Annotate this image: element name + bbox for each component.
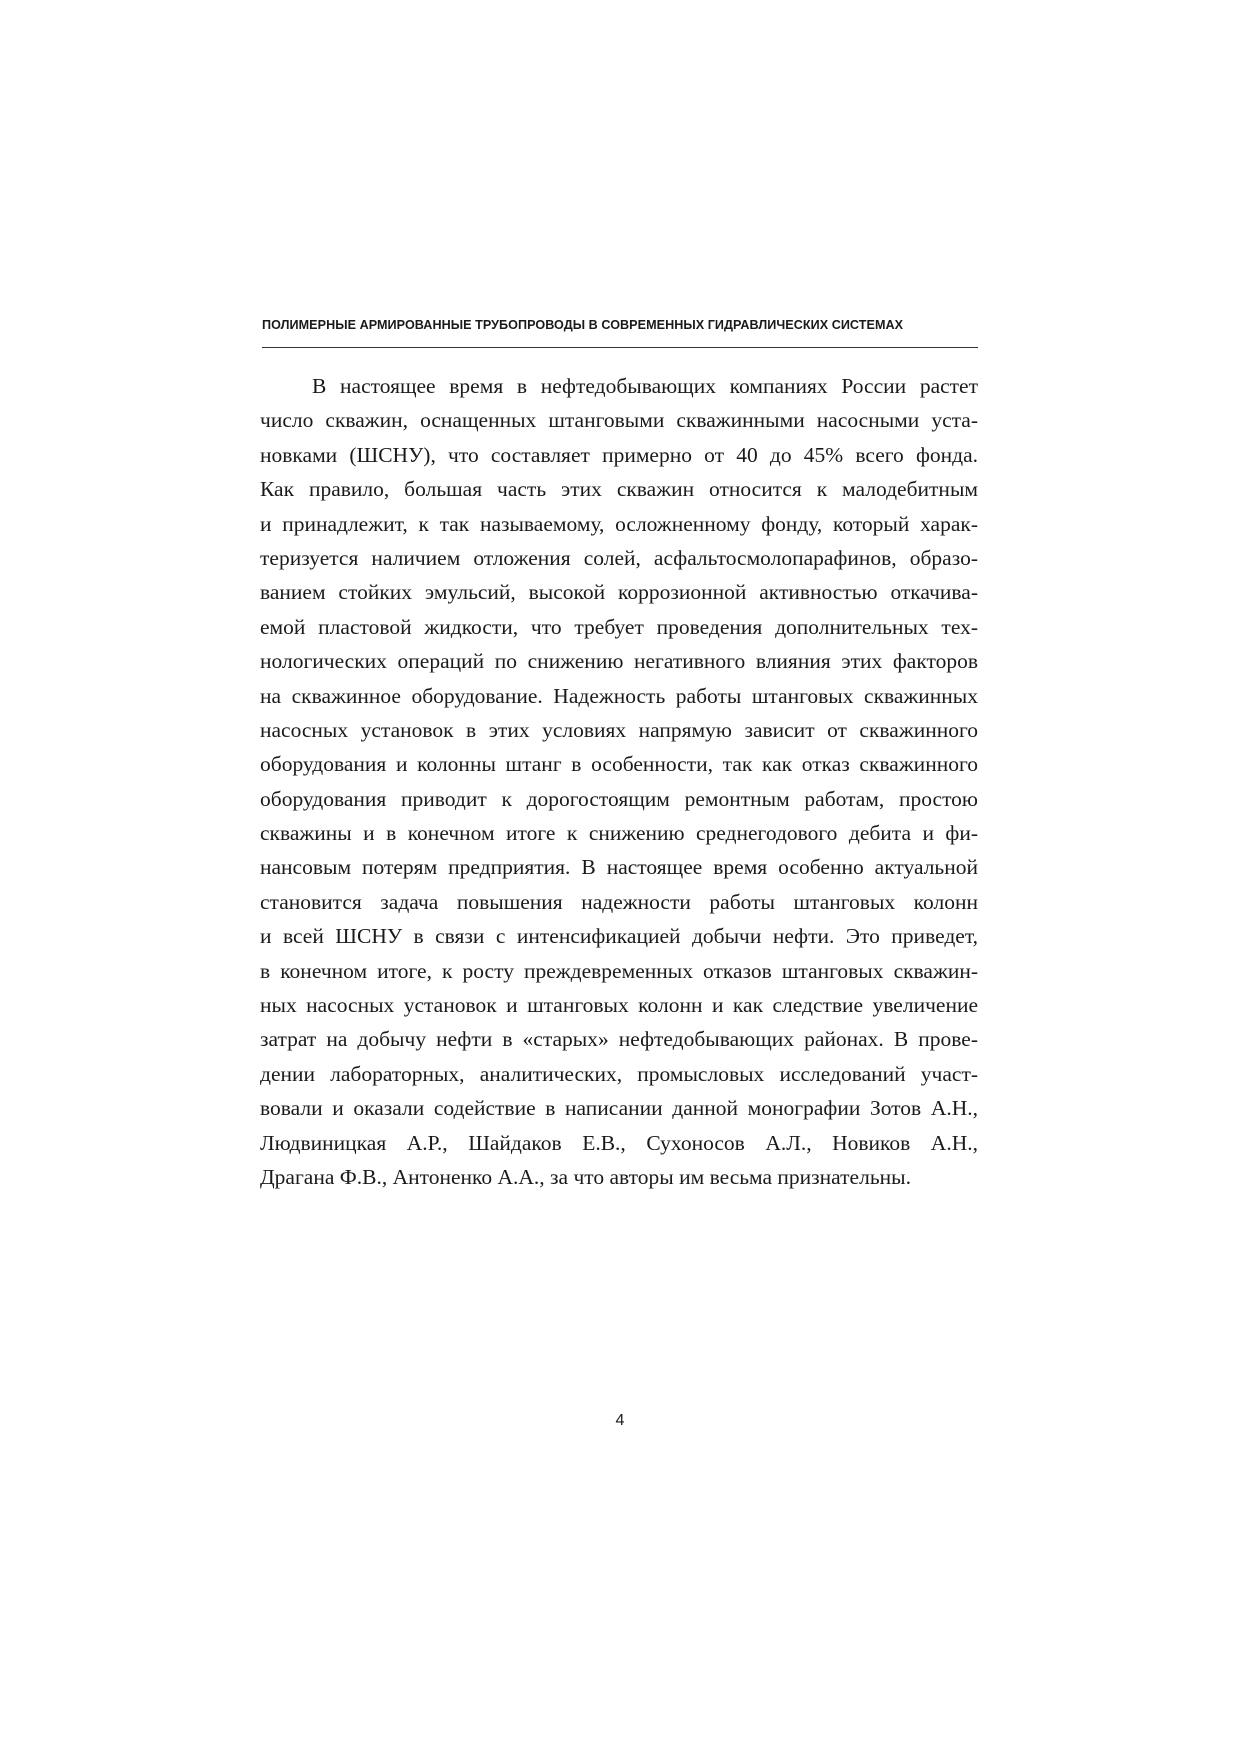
text-line: оборудования и колонны штанг в особенности, так как отказ скважинного: [260, 752, 978, 777]
text-line: ных насосных установок и штанговых колонн и как следствие увеличение: [260, 993, 978, 1018]
text-line: и всей ШСНУ в связи с интенсификацией добычи нефти. Это приведет,: [260, 924, 978, 949]
text-line: насосных установок в этих условиях напрямую зависит от скважинного: [260, 717, 978, 742]
header-rule: [262, 347, 978, 348]
text-line: Драгана Ф.В., Антоненко А.А., за что авторы им весьма признательны.: [260, 1164, 911, 1189]
text-line: Как правило, большая часть этих скважин относится к малодебитным: [260, 477, 978, 502]
text-line: дении лабораторных, аналитических, промысловых исследований участ-: [260, 1061, 978, 1086]
text-line: В настоящее время в нефтедобывающих компаниях России растет: [312, 374, 978, 398]
text-line: скважины и в конечном итоге к снижению среднегодового дебита и фи-: [260, 821, 978, 846]
text-line: ванием стойких эмульсий, высокой коррозионной активностью откачива-: [260, 580, 978, 605]
text-line: емой пластовой жидкости, что требует проведения дополнительных тех-: [260, 614, 978, 639]
text-line: число скважин, оснащенных штанговыми скважинными насосными уста-: [260, 408, 978, 433]
text-line: становится задача повышения надежности работы штанговых колонн: [260, 889, 978, 914]
text-line: нансовым потерям предприятия. В настоящее время особенно актуальной: [260, 855, 978, 880]
text-line: теризуется наличием отложения солей, асфальтосмолопарафинов, образо-: [260, 545, 978, 570]
page-number: 4: [615, 1412, 625, 1429]
text-line: вовали и оказали содействие в написании данной монографии Зотов А.Н.,: [260, 1096, 978, 1121]
text-line: на скважинное оборудование. Надежность работы штанговых скважинных: [260, 683, 978, 708]
text-line: затрат на добычу нефти в «старых» нефтедобывающих районах. В прове-: [260, 1027, 978, 1052]
text-line: Людвиницкая А.Р., Шайдаков Е.В., Сухоносов А.Л., Новиков А.Н.,: [260, 1130, 978, 1155]
text-line: оборудования приводит к дорогостоящим ремонтным работам, простою: [260, 786, 978, 811]
text-line: в конечном итоге, к росту преждевременных отказов штанговых скважин-: [260, 958, 978, 983]
text-line: и принадлежит, к так называемому, осложненному фонду, который харак-: [260, 511, 978, 536]
text-line: нологических операций по снижению негативного влияния этих факторов: [260, 649, 978, 674]
body-paragraph: [260, 369, 978, 1194]
text-line: новками (ШСНУ), что составляет примерно от 40 до 45% всего фонда.: [260, 442, 978, 467]
running-head-title: ПОЛИМЕРНЫЕ АРМИРОВАННЫЕ ТРУБОПРОВОДЫ В СОВРЕМЕННЫХ ГИДРАВЛИЧЕСКИХ СИСТЕМАХ: [262, 318, 904, 332]
